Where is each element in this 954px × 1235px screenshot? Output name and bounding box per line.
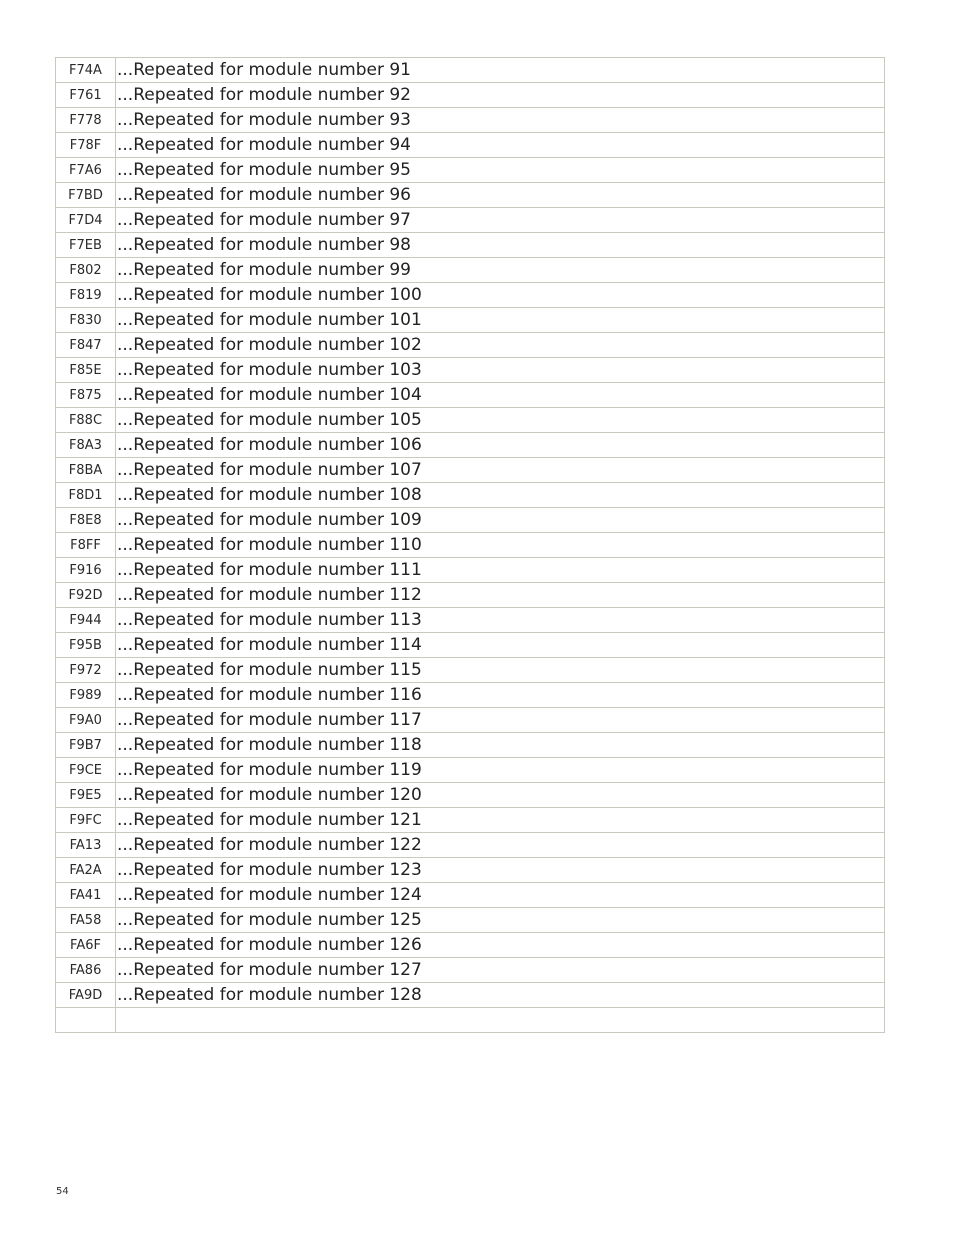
- address-cell: F802: [56, 258, 116, 283]
- description-cell: ...Repeated for module number 91: [116, 58, 885, 83]
- description-cell: [116, 1008, 885, 1033]
- description-cell: ...Repeated for module number 110: [116, 533, 885, 558]
- table-row: [56, 633, 885, 658]
- description-cell: ...Repeated for module number 93: [116, 108, 885, 133]
- table-row: [56, 458, 885, 483]
- table-row: [56, 833, 885, 858]
- address-cell: F85E: [56, 358, 116, 383]
- description-cell: ...Repeated for module number 98: [116, 233, 885, 258]
- table-row: [56, 558, 885, 583]
- address-cell: F761: [56, 83, 116, 108]
- address-cell: F9CE: [56, 758, 116, 783]
- description-cell: ...Repeated for module number 99: [116, 258, 885, 283]
- address-cell: F830: [56, 308, 116, 333]
- table-row: [56, 1008, 885, 1033]
- address-cell: FA2A: [56, 858, 116, 883]
- table-row: [56, 158, 885, 183]
- address-cell: F74A: [56, 58, 116, 83]
- address-cell: F92D: [56, 583, 116, 608]
- description-cell: ...Repeated for module number 120: [116, 783, 885, 808]
- description-cell: ...Repeated for module number 100: [116, 283, 885, 308]
- description-cell: ...Repeated for module number 125: [116, 908, 885, 933]
- table-row: [56, 733, 885, 758]
- address-cell: F9B7: [56, 733, 116, 758]
- address-cell: F8FF: [56, 533, 116, 558]
- description-cell: ...Repeated for module number 124: [116, 883, 885, 908]
- address-cell: F9E5: [56, 783, 116, 808]
- address-cell: FA6F: [56, 933, 116, 958]
- description-cell: ...Repeated for module number 128: [116, 983, 885, 1008]
- address-cell: F847: [56, 333, 116, 358]
- table-row: [56, 608, 885, 633]
- description-cell: ...Repeated for module number 105: [116, 408, 885, 433]
- table-row: [56, 183, 885, 208]
- description-cell: ...Repeated for module number 111: [116, 558, 885, 583]
- description-cell: ...Repeated for module number 104: [116, 383, 885, 408]
- address-cell: F95B: [56, 633, 116, 658]
- table-row: [56, 883, 885, 908]
- address-cell: F78F: [56, 133, 116, 158]
- address-cell: F916: [56, 558, 116, 583]
- description-cell: ...Repeated for module number 113: [116, 608, 885, 633]
- address-cell: FA86: [56, 958, 116, 983]
- address-cell: F972: [56, 658, 116, 683]
- table-row: [56, 683, 885, 708]
- register-table-body: [56, 58, 885, 1033]
- address-cell: F8D1: [56, 483, 116, 508]
- description-cell: ...Repeated for module number 127: [116, 958, 885, 983]
- description-cell: ...Repeated for module number 122: [116, 833, 885, 858]
- table-row: [56, 758, 885, 783]
- table-row: [56, 708, 885, 733]
- table-row: [56, 58, 885, 83]
- table-row: [56, 433, 885, 458]
- address-cell: F989: [56, 683, 116, 708]
- description-cell: ...Repeated for module number 121: [116, 808, 885, 833]
- table-row: [56, 858, 885, 883]
- table-row: [56, 283, 885, 308]
- description-cell: ...Repeated for module number 114: [116, 633, 885, 658]
- table-row: [56, 933, 885, 958]
- description-cell: ...Repeated for module number 118: [116, 733, 885, 758]
- description-cell: ...Repeated for module number 126: [116, 933, 885, 958]
- table-row: [56, 533, 885, 558]
- address-cell: F88C: [56, 408, 116, 433]
- table-row: [56, 208, 885, 233]
- description-cell: ...Repeated for module number 123: [116, 858, 885, 883]
- address-cell: F7D4: [56, 208, 116, 233]
- address-cell: F819: [56, 283, 116, 308]
- address-cell: F8A3: [56, 433, 116, 458]
- table-row: [56, 133, 885, 158]
- table-row: [56, 408, 885, 433]
- table-row: [56, 358, 885, 383]
- description-cell: ...Repeated for module number 117: [116, 708, 885, 733]
- description-cell: ...Repeated for module number 112: [116, 583, 885, 608]
- address-cell: F7EB: [56, 233, 116, 258]
- description-cell: ...Repeated for module number 94: [116, 133, 885, 158]
- description-cell: ...Repeated for module number 115: [116, 658, 885, 683]
- address-cell: F9FC: [56, 808, 116, 833]
- page-number: 54: [56, 1186, 69, 1197]
- address-cell: F9A0: [56, 708, 116, 733]
- table-row: [56, 483, 885, 508]
- table-row: [56, 383, 885, 408]
- description-cell: ...Repeated for module number 116: [116, 683, 885, 708]
- description-cell: ...Repeated for module number 106: [116, 433, 885, 458]
- address-cell: F7BD: [56, 183, 116, 208]
- address-cell: F8E8: [56, 508, 116, 533]
- table-row: [56, 658, 885, 683]
- description-cell: ...Repeated for module number 109: [116, 508, 885, 533]
- table-row: [56, 258, 885, 283]
- table-row: [56, 233, 885, 258]
- table-row: [56, 308, 885, 333]
- table-row: [56, 83, 885, 108]
- description-cell: ...Repeated for module number 97: [116, 208, 885, 233]
- address-cell: F944: [56, 608, 116, 633]
- address-cell: [56, 1008, 116, 1033]
- description-cell: ...Repeated for module number 108: [116, 483, 885, 508]
- table-row: [56, 108, 885, 133]
- address-cell: F778: [56, 108, 116, 133]
- description-cell: ...Repeated for module number 92: [116, 83, 885, 108]
- address-cell: F8BA: [56, 458, 116, 483]
- table-row: [56, 908, 885, 933]
- table-row: [56, 333, 885, 358]
- description-cell: ...Repeated for module number 103: [116, 358, 885, 383]
- address-cell: F875: [56, 383, 116, 408]
- table-row: [56, 508, 885, 533]
- table-row: [56, 983, 885, 1008]
- address-cell: F7A6: [56, 158, 116, 183]
- description-cell: ...Repeated for module number 101: [116, 308, 885, 333]
- table-row: [56, 783, 885, 808]
- table-row: [56, 958, 885, 983]
- table-row: [56, 808, 885, 833]
- address-cell: FA9D: [56, 983, 116, 1008]
- description-cell: ...Repeated for module number 102: [116, 333, 885, 358]
- description-cell: ...Repeated for module number 95: [116, 158, 885, 183]
- description-cell: ...Repeated for module number 119: [116, 758, 885, 783]
- description-cell: ...Repeated for module number 107: [116, 458, 885, 483]
- address-cell: FA41: [56, 883, 116, 908]
- address-cell: FA58: [56, 908, 116, 933]
- table-row: [56, 583, 885, 608]
- address-cell: FA13: [56, 833, 116, 858]
- description-cell: ...Repeated for module number 96: [116, 183, 885, 208]
- register-table: [55, 57, 885, 1033]
